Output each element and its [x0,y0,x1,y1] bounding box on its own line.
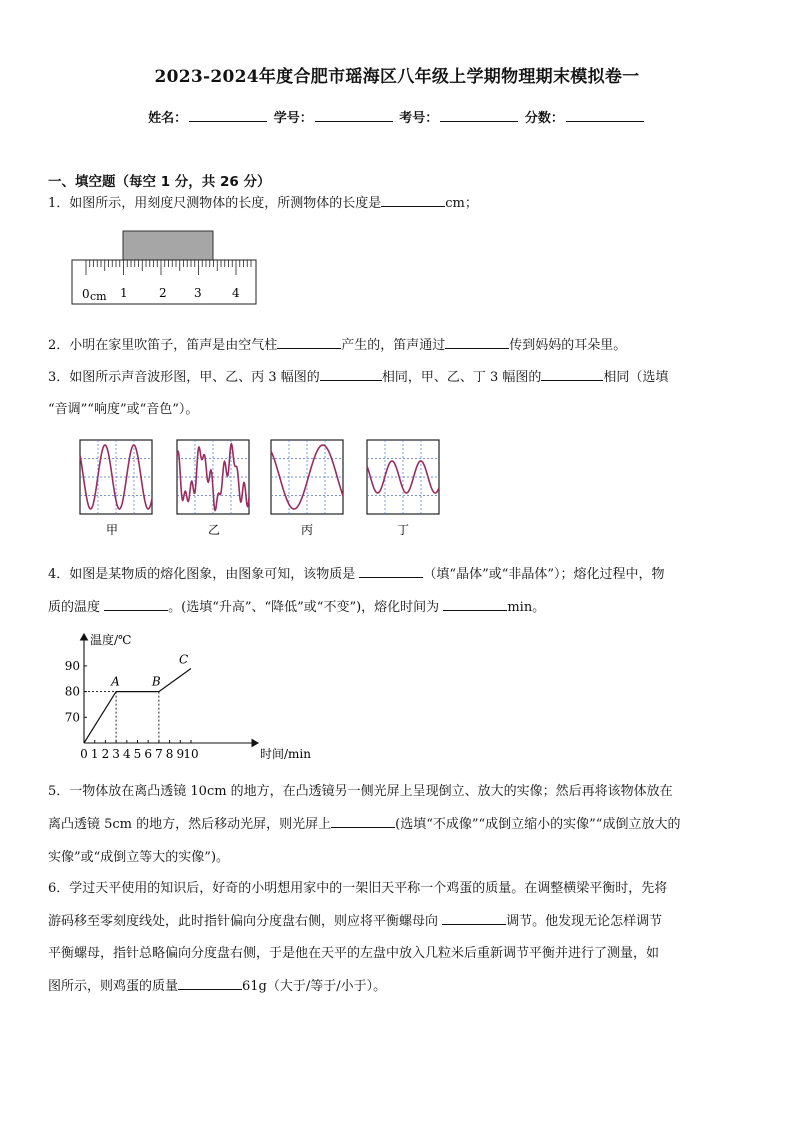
wave-label-yi: 乙 [207,523,221,537]
point-label-c: C [179,652,189,667]
y-tick-label: 80 [64,684,80,699]
q5-text-1: 5．一物体放在离凸透镜 10cm 的地方，在凸透镜另一侧光屏上呈现倒立、放大的实像；然后再将该物体放在 [48,784,673,799]
q4-text-1: 4．如图是某物质的熔化图象，由图象可知，该物质是 [48,567,356,582]
x-tick-label: 2 [101,747,110,761]
x-tick-label: 6 [144,747,153,761]
exam-label: 考号： [399,111,439,126]
waveform-panel [80,440,152,514]
ruler-label-3: 3 [194,286,202,300]
waveform-panel [367,440,439,514]
q6-blank-1[interactable] [442,910,506,925]
x-tick-label: 0 [80,747,88,761]
x-tick-label: 3 [112,747,120,761]
q1-text: 1．如图所示，用刻度尺测物体的长度，所测物体的长度是 [48,196,382,211]
q4-text-4: 。(选填“升高”、“降低”或“不变”)，熔化时间为 [168,600,440,615]
q6-text-3: 调节。他发现无论怎样调节 [506,913,663,929]
x-tick-label: 8 [165,747,174,761]
q6-text-5: 图所示，则鸡蛋的质量 [48,978,179,994]
q3-blank-2[interactable] [541,366,603,381]
q2-text-1: 2．小明在家里吹笛子，笛声是由空气柱 [48,338,278,353]
q4-blank-1[interactable] [359,563,423,578]
q1-unit: cm； [445,196,478,211]
question-2 [48,330,748,362]
x-tick-label: 10 [183,747,199,761]
q6-text-6: 61g（大于/等于/小于）。 [242,978,387,994]
wave-label-bing: 丙 [300,523,314,537]
q6-text-2: 游码移至零刻度线处，此时指针偏向分度盘右侧，则应将平衡螺母向 [48,913,439,929]
q5-text-2: 离凸透镜 5cm 的地方，然后移动光屏，则光屏上 [48,817,332,832]
score-blank[interactable] [566,109,644,122]
x-tick-label: 1 [90,747,99,761]
q6-text-4: 平衡螺母，指针总略偏向分度盘右侧，于是他在天平的左盘中放入几粒米后重新调节平衡并进行了测量，如 [48,946,660,961]
q3-text-line2: “音调”“响度”或“音色”）。 [48,402,199,417]
exam-blank[interactable] [440,109,518,122]
q5-text-3: (选填“不成像”“成倒立缩小的实像”“成倒立放大的 [395,817,681,832]
ruler-label-1: 1 [120,286,128,300]
q3-text-1: 3．如图所示声音波形图，甲、乙、丙 3 幅图的 [48,370,320,385]
melting-curve [84,668,191,743]
waveform-panel [271,440,343,514]
q2-text-2: 产生的，笛声通过 [341,338,446,353]
q4-text-2: （填“晶体”或“非晶体”）；熔化过程中，物 [423,567,665,582]
melting-chart [60,628,330,768]
question-3 [48,362,748,426]
section-heading: 一、填空题（每空 1 分，共 26 分） [48,174,271,190]
question-5 [48,775,748,874]
question-4 [48,558,748,624]
wave-label-jia: 甲 [105,523,119,537]
x-axis-label: 时间/min [260,747,311,761]
q3-blank-1[interactable] [320,366,382,381]
ruler-label-2: 2 [159,286,167,300]
point-label-a: A [111,674,120,689]
student-info-row [0,107,794,126]
y-tick-label: 90 [64,658,80,673]
q3-text-2: 相同，甲、乙、丁 3 幅图的 [381,370,542,385]
q4-text-3: 质的温度 [48,600,101,615]
q3-text-3: 相同（选填 [603,370,669,385]
q4-blank-3[interactable] [443,596,507,611]
id-label: 学号： [273,111,313,126]
y-axis-label: 温度/℃ [90,633,132,647]
q2-blank-1[interactable] [277,334,341,349]
q6-blank-2[interactable] [178,975,242,990]
question-1 [48,188,748,220]
question-6 [48,873,748,1003]
y-tick-label: 70 [64,710,80,725]
q1-blank[interactable] [381,192,445,207]
wave-label-ding: 丁 [396,523,410,537]
q6-text-1: 6．学过天平使用的知识后，好奇的小明想用家中的一架旧天平称一个鸡蛋的质量。在调整横梁平衡时，先将 [48,881,668,896]
measured-block [123,231,213,260]
q5-text-4: 实像”或“成倒立等大的实像”)。 [48,850,230,865]
waveform-panel [177,440,249,514]
waveform-figures [75,438,445,540]
x-tick-label: 7 [155,747,163,761]
id-blank[interactable] [315,109,393,122]
score-label: 分数： [524,111,564,126]
page-title: 2023-2024年度合肥市瑶海区八年级上学期物理期末模拟卷一 [154,67,640,87]
ruler-label-cm: cm [90,290,107,303]
name-label: 姓名： [148,111,188,126]
x-tick-label: 9 [176,747,185,761]
point-label-b: B [151,674,161,689]
x-tick-label: 4 [122,747,131,761]
q4-blank-2[interactable] [104,596,168,611]
q4-text-5: min。 [507,600,546,615]
ruler-label-4: 4 [232,286,240,300]
name-blank[interactable] [189,109,267,122]
q2-text-3: 传到妈妈的耳朵里。 [509,338,627,353]
q5-blank[interactable] [331,813,395,828]
ruler-figure [70,228,260,310]
ruler-label-0: 0 [82,287,90,301]
x-tick-label: 5 [133,747,142,761]
q2-blank-2[interactable] [445,334,509,349]
